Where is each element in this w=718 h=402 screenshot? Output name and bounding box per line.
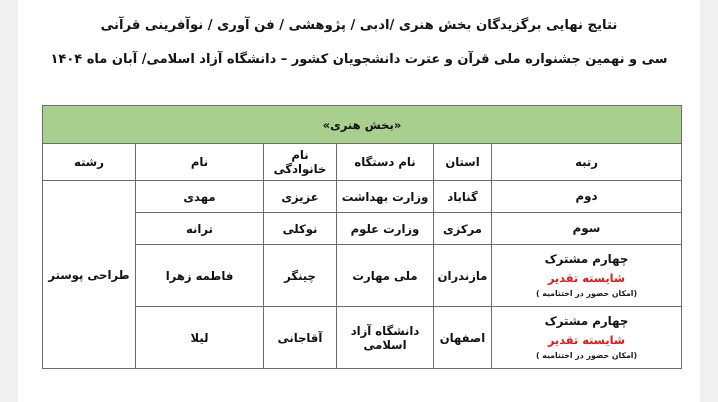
column-header-rank: رتبه [492,144,682,181]
cell-rank [492,307,682,369]
column-header-first-name: نام [136,144,264,181]
rank-note: (امکان حضور در اختتامیه ) [535,350,638,360]
table-row [42,213,681,245]
cell-rank [492,213,682,245]
cell-last-name: نوکلی [264,213,337,245]
table-row [42,307,681,369]
section-banner-label: «بخش هنری» [42,106,681,144]
cell-organization: وزارت بهداشت [337,181,434,213]
cell-last-name: چینگر [264,245,337,307]
cell-organization: وزارت علوم [337,213,434,245]
rank-main: سوم [572,220,601,235]
column-header-last-name: نام خانوادگی [264,144,337,181]
section-banner-row [42,106,681,144]
cell-province: اصفهان [434,307,492,369]
cell-first-name: فاطمه زهرا [136,245,264,307]
rank-stack [495,314,678,362]
table-row [42,245,681,307]
rank-note: (امکان حضور در اختتامیه ) [535,288,638,298]
column-header-province: استان [434,144,492,181]
cell-province: مرکزی [434,213,492,245]
cell-first-name: مهدی [136,181,264,213]
cell-first-name: ترانه [136,213,264,245]
document-titles [18,0,700,68]
rank-main: چهارم مشترک [544,251,629,266]
column-header-field: رشته [42,144,135,181]
title-line-primary: نتایج نهایی برگزیدگان بخش هنری /ادبی / پژوهشی / فن آوری / نوآفرینی قرآنی [100,18,618,33]
cell-organization: ملی مهارت [337,245,434,307]
column-header-row [42,144,681,181]
results-table-container [43,105,682,369]
title-line-secondary: سی و نهمین جشنواره ملی قرآن و عترت دانشجویان کشور – دانشگاه آزاد اسلامی/ آبان ماه ۱۴۰۴ [50,51,668,67]
cell-field-group: طراحی پوستر [42,181,135,369]
results-table [42,105,682,369]
cell-organization: دانشگاه آزاد اسلامی [337,307,434,369]
rank-honor-badge: شایسته تقدیر [547,332,626,347]
cell-first-name: لیلا [136,307,264,369]
cell-rank [492,245,682,307]
document-page [18,0,700,402]
rank-honor-badge: شایسته تقدیر [547,270,626,285]
rank-stack [495,221,678,237]
cell-province: مازندران [434,245,492,307]
cell-last-name: عزیزی [264,181,337,213]
rank-main: دوم [575,188,598,203]
rank-stack [495,189,678,205]
cell-province: گناباد [434,181,492,213]
rank-main: چهارم مشترک [544,313,629,328]
cell-rank [492,181,682,213]
column-header-organization: نام دستگاه [337,144,434,181]
cell-last-name: آقاجانی [264,307,337,369]
table-row [42,181,681,213]
rank-stack [495,252,678,300]
